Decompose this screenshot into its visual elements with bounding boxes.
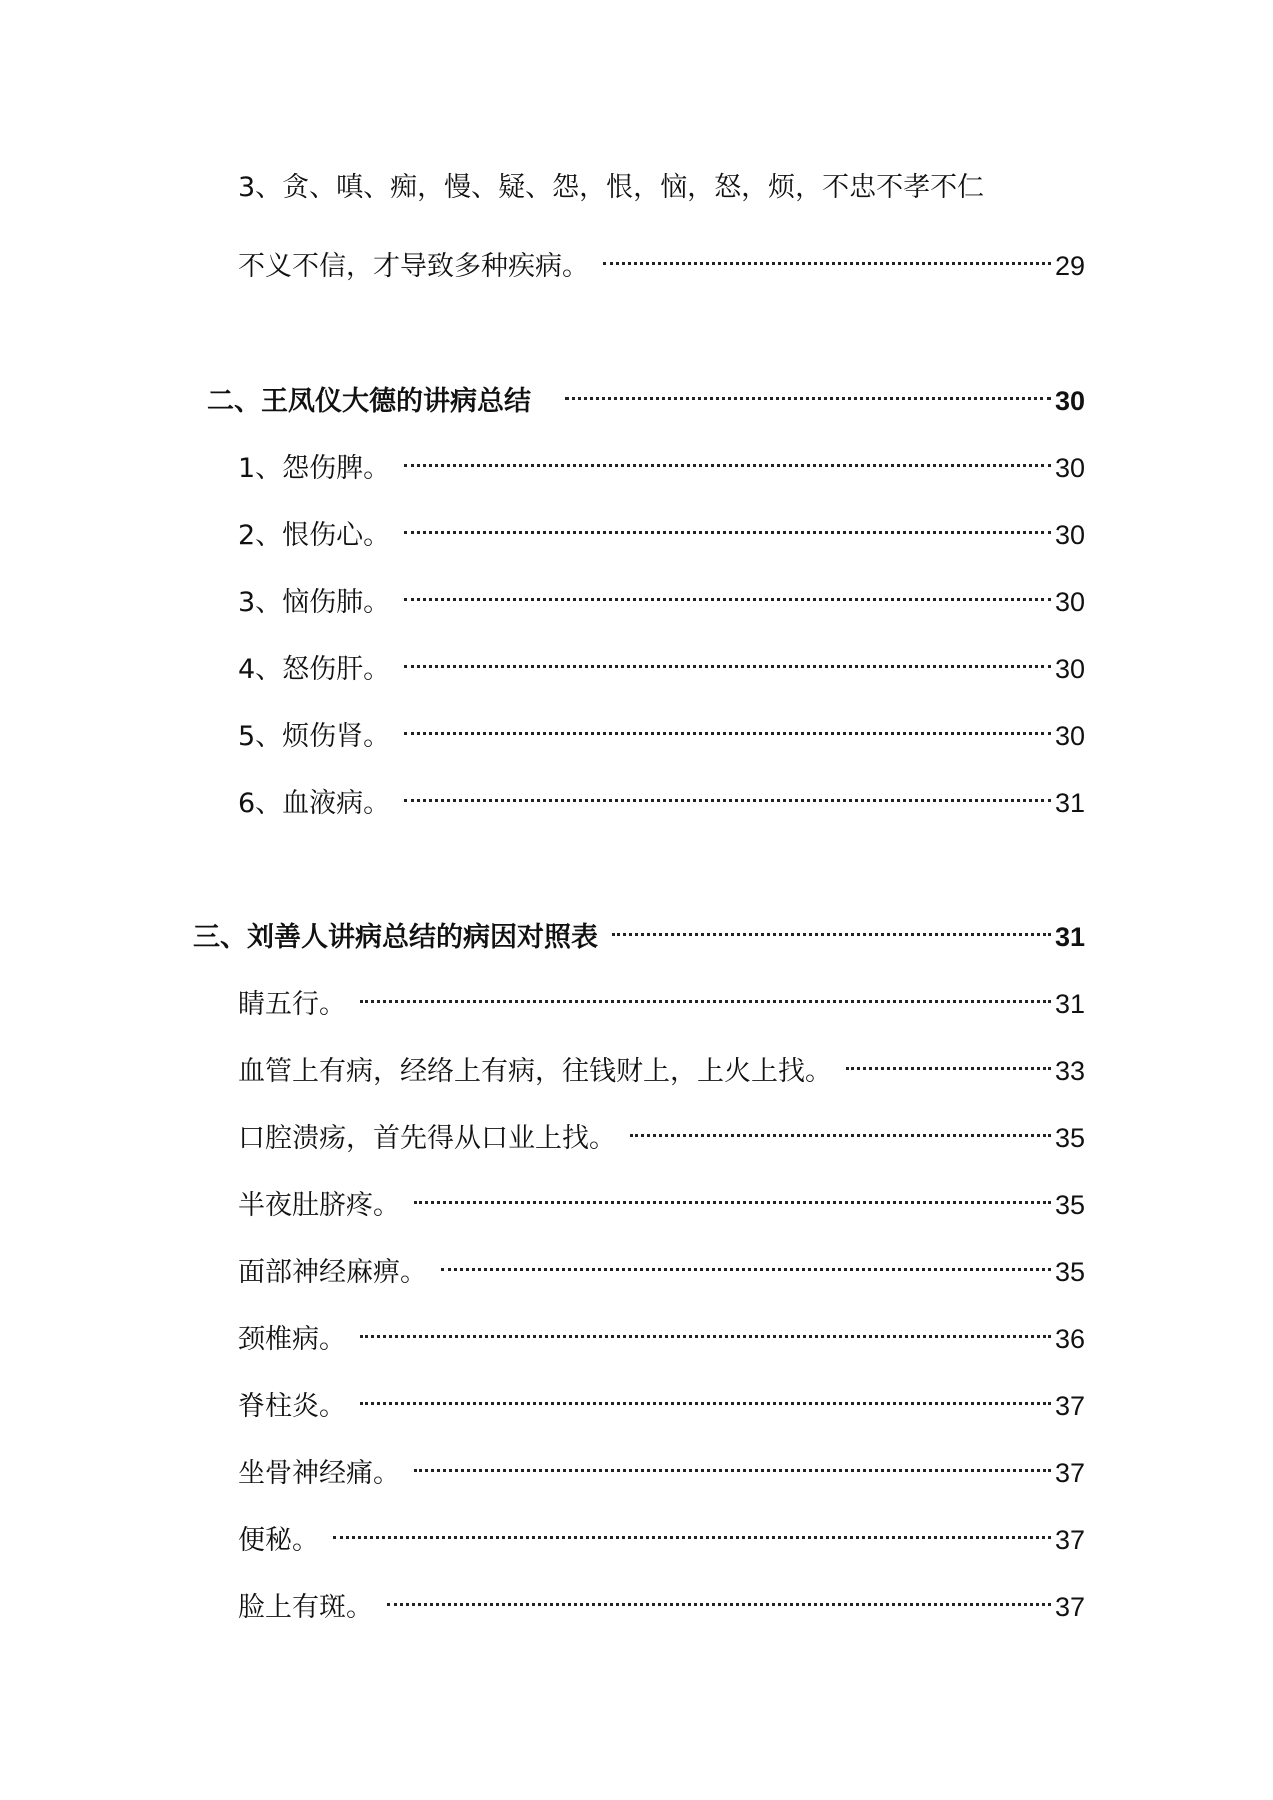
toc-page-number: 33 — [1054, 1056, 1085, 1086]
toc-entry[interactable] — [238, 504, 1085, 556]
dot-leader — [441, 1241, 1051, 1281]
toc-entry[interactable] — [238, 1308, 1085, 1360]
toc-entry[interactable] — [238, 571, 1085, 623]
dot-leader — [360, 1375, 1051, 1415]
toc-page-number: 30 — [1054, 721, 1085, 751]
toc-page-number: 30 — [1054, 587, 1085, 617]
toc-page-number: 37 — [1054, 1525, 1085, 1555]
toc-section-heading[interactable] — [193, 906, 1085, 958]
toc-entry[interactable] — [238, 1040, 1085, 1092]
dot-leader — [414, 1174, 1051, 1214]
dot-leader — [404, 772, 1051, 812]
toc-entry[interactable] — [238, 1442, 1085, 1494]
toc-page-number: 36 — [1054, 1324, 1085, 1354]
dot-leader — [404, 437, 1051, 477]
toc-entry-label: 面部神经麻痹。 — [238, 1257, 427, 1288]
dot-leader — [333, 1509, 1051, 1549]
dot-leader — [404, 705, 1051, 745]
toc-entry[interactable] — [238, 1107, 1085, 1159]
toc-page-number: 31 — [1054, 922, 1085, 952]
toc-entry[interactable] — [238, 973, 1085, 1025]
toc-entry-label: 4、怒伤肝。 — [238, 654, 391, 685]
toc-entry-label: 1、怨伤脾。 — [238, 453, 391, 484]
dot-leader — [360, 973, 1051, 1013]
toc-entry-label: 睛五行。 — [238, 989, 346, 1020]
toc-entry[interactable] — [238, 1241, 1085, 1293]
dot-leader — [612, 906, 1051, 946]
toc-section-heading[interactable] — [207, 370, 1085, 422]
toc-entry[interactable] — [238, 1576, 1085, 1628]
toc-page-number: 30 — [1054, 386, 1085, 416]
toc-page-number: 35 — [1054, 1190, 1085, 1220]
toc-entry-label: 5、烦伤肾。 — [238, 721, 391, 752]
dot-leader — [404, 638, 1051, 678]
toc-entry[interactable] — [238, 1375, 1085, 1427]
toc-page-number: 35 — [1054, 1123, 1085, 1153]
toc-entry[interactable] — [238, 705, 1085, 757]
toc-page-number: 37 — [1054, 1458, 1085, 1488]
toc-entry-label: 脸上有斑。 — [238, 1592, 373, 1623]
toc-page-number: 37 — [1054, 1592, 1085, 1622]
dot-leader — [565, 370, 1051, 410]
toc-page-number: 37 — [1054, 1391, 1085, 1421]
toc-page-number: 30 — [1054, 453, 1085, 483]
toc-page-number: 29 — [1054, 251, 1085, 281]
toc-page-number: 30 — [1054, 654, 1085, 684]
toc-entry-label: 脊柱炎。 — [238, 1391, 346, 1422]
toc-entry-label: 坐骨神经痛。 — [238, 1458, 400, 1489]
toc-page-number: 31 — [1054, 788, 1085, 818]
toc-entry-label: 颈椎病。 — [238, 1324, 346, 1355]
toc-page-number: 31 — [1054, 989, 1085, 1019]
toc-entry[interactable] — [238, 772, 1085, 824]
toc-entry-label: 6、血液病。 — [238, 788, 391, 819]
toc-section-title: 二、王凤仪大德的讲病总结 — [207, 386, 531, 417]
toc-entry[interactable] — [238, 1509, 1085, 1561]
toc-entry-label: 口腔溃疡，首先得从口业上找。 — [238, 1123, 616, 1154]
dot-leader — [404, 571, 1051, 611]
dot-leader — [630, 1107, 1051, 1147]
dot-leader — [414, 1442, 1051, 1482]
dot-leader — [846, 1040, 1051, 1080]
toc-entry[interactable] — [238, 437, 1085, 489]
toc-entry-intro-line1[interactable] — [238, 168, 1068, 208]
toc-page-number: 35 — [1054, 1257, 1085, 1287]
toc-entry-intro-line2[interactable] — [238, 235, 1085, 287]
toc-entry-label: 血管上有病，经络上有病，往钱财上，上火上找。 — [238, 1056, 832, 1087]
toc-page-number: 30 — [1054, 520, 1085, 550]
dot-leader — [360, 1308, 1051, 1348]
dot-leader — [387, 1576, 1051, 1616]
toc-entry-label: 半夜肚脐疼。 — [238, 1190, 400, 1221]
toc-section-title: 三、刘善人讲病总结的病因对照表 — [193, 922, 598, 953]
toc-entry-label: 3、贪、嗔、痴，慢、疑、怨，恨，恼，怒，烦，不忠不孝不仁 — [238, 172, 985, 203]
toc-entry-label: 不义不信，才导致多种疾病。 — [238, 251, 589, 282]
toc-entry[interactable] — [238, 1174, 1085, 1226]
toc-entry[interactable] — [238, 638, 1085, 690]
dot-leader — [404, 504, 1051, 544]
toc-entry-label: 3、恼伤肺。 — [238, 587, 391, 618]
dot-leader — [603, 235, 1051, 275]
toc-entry-label: 便秘。 — [238, 1525, 319, 1556]
toc-entry-label: 2、恨伤心。 — [238, 520, 391, 551]
